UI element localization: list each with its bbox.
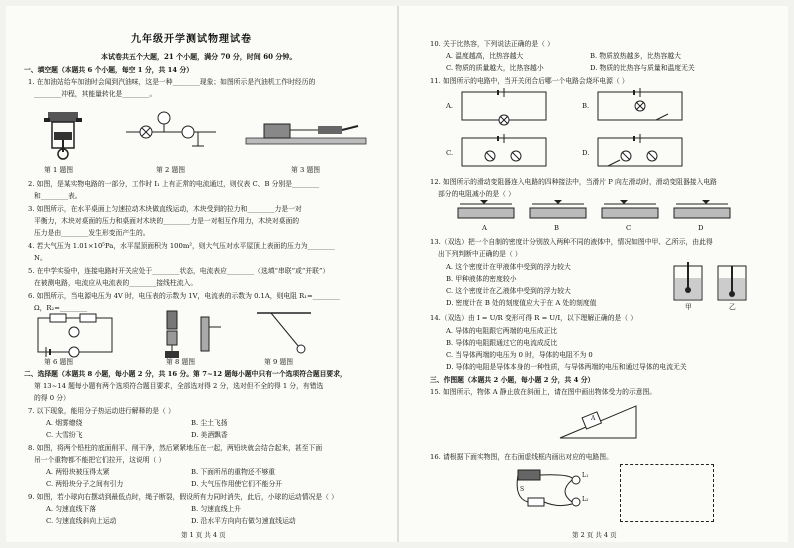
q14-option-d: D. 导体的电阻是导体本身的一种性质，与导体两端的电压和通过导体的电流无关 — [446, 363, 687, 371]
section-2-heading-3: 的得 0 分） — [34, 394, 70, 402]
q10-option-d: D. 物质的比热容与质量和温度无关 — [590, 64, 695, 72]
q6-line-1: 6. 如图所示，当电源电压为 4V 时，电压表的示数为 1V，电流表的示数为 0.1A，则电阻 R₁=________ — [28, 292, 340, 300]
q12-rheostat-b — [528, 200, 588, 222]
q9-option-a: A. 匀速直线下落 — [46, 505, 97, 513]
q3-block-figure — [246, 114, 366, 154]
q13-label-yi: 乙 — [729, 303, 736, 311]
q16-label-s: S — [520, 486, 525, 493]
q13-option-c: C. 这个密度计在乙液体中受到的浮力较大 — [446, 287, 571, 295]
q12-label-b: B — [554, 224, 559, 232]
q12-rheostat-c — [600, 200, 660, 222]
q9-option-c: C. 匀速直线斜向上运动 — [46, 517, 117, 525]
q3-line-2: 平衡力，木块对桌面的压力和桌面对木块的________力是一对相互作用力，木块对桌面的 — [34, 217, 300, 225]
fig-caption-1: 第 1 题图 — [44, 166, 74, 174]
q14-option-a: A. 导体的电阻跟它两端的电压成正比 — [446, 327, 558, 335]
q10-option-c: C. 物质的质量越大，比热容越小 — [446, 64, 544, 72]
q16-stem: 16. 请根据下面实物图，在右面虚线框内画出对应的电路图。 — [430, 453, 613, 461]
q1-line-1: 1. 在加油站给车加油时会闻到汽油味，这是一种________现象；如图所示是汽油机工作时经历的 — [28, 78, 316, 86]
q8-line-1: 8. 如图，将两个铅柱的底面削平、削干净，然后紧紧地压在一起，两铅块就会结合起来，甚至下面 — [28, 444, 323, 452]
q6-line-2: Ω，R₂=________ — [34, 304, 88, 312]
fig-caption-3: 第 3 题图 — [291, 166, 321, 174]
q7-option-a: A. 烟雾缭绕 — [46, 419, 83, 427]
q11-label-a: A. — [446, 102, 454, 110]
section-1-heading: 一、填空题（本题共 6 个小题，每空 1 分，共 14 分） — [24, 66, 194, 74]
q11-circuit-c — [460, 136, 550, 170]
q11-circuit-d — [596, 136, 686, 170]
q14-option-c: C. 当导体两端的电压为 0 时，导体的电阻不为 0 — [446, 351, 593, 359]
section-2-heading-2: 第 13~14 题每小题有两个选项符合题目要求，全部选对得 2 分，选对但不全的得 1 分，有错选 — [34, 382, 324, 390]
q12-rheostat-a — [456, 200, 516, 222]
q16-physical-circuit — [512, 468, 602, 516]
q15-incline-figure — [560, 402, 640, 442]
fig-caption-8: 第 8 题图 — [166, 358, 196, 366]
q13-beaker-jia — [672, 262, 704, 302]
q13-option-d: D. 密度计在 B 处的刻度值应大于在 A 处的刻度值 — [446, 299, 597, 307]
q8-option-d: D. 大气压作用使它们不能分开 — [191, 480, 283, 488]
q3-line-3: 压力是由________发生形变而产生的。 — [34, 229, 150, 237]
q8-lead-cylinders-figure — [161, 309, 231, 359]
q13-option-b: B. 甲种液体的密度较小 — [446, 275, 517, 283]
q3-line-1: 3. 如图所示，在水平桌面上匀速拉动木块做直线运动，木块受到的拉力和________力是一对 — [28, 205, 302, 213]
q12-rheostat-d — [672, 200, 732, 222]
q12-line-1: 12. 如图所示的滑动变阻器连入电路的四种接法中，当滑片 P 向左滑动时，滑动变阻器接入电路 — [430, 178, 717, 186]
fig-caption-9: 第 9 题图 — [264, 358, 294, 366]
exam-title: 九年级开学测试物理试卷 — [131, 34, 252, 45]
q12-line-2: 部分的电阻减小的是（ ） — [438, 190, 515, 198]
q7-option-d: D. 美酒飘香 — [191, 431, 228, 439]
section-2-heading-1: 二、选择题（本题共 8 小题，每小题 2 分，共 16 分。第 7~12 题每小题中只有一个选项符合题目要求， — [24, 370, 347, 378]
q6-circuit-figure — [36, 314, 116, 356]
q10-option-b: B. 物质放热越多，比热容越大 — [590, 52, 681, 60]
q13-beaker-yi — [716, 262, 748, 302]
q12-label-c: C — [626, 224, 632, 232]
q1-engine-figure — [36, 106, 96, 161]
exam-sheet — [6, 6, 788, 542]
q10-stem: 10. 关于比热容，下列说法正确的是（ ） — [430, 40, 554, 48]
q11-label-b: B. — [582, 102, 590, 110]
q15-stem: 15. 如图所示，物体 A 静止放在斜面上，请在图中画出物体受力的示意图。 — [430, 388, 657, 396]
q14-option-b: B. 导体的电阻跟通过它的电流成反比 — [446, 339, 558, 347]
q13-option-a: A. 这个密度计在甲液体中受到的浮力较大 — [446, 263, 571, 271]
q2-line-2: 和________表。 — [34, 192, 82, 200]
q9-pendulum-figure — [251, 311, 331, 356]
fig-caption-2: 第 2 题图 — [156, 166, 186, 174]
q8-line-2: 吊一个重物都不能把它们拉开，这说明（ ） — [34, 456, 166, 464]
exam-intro: 本试卷共五个大题，21 个小题，满分 70 分，时间 60 分钟。 — [101, 52, 297, 61]
q8-option-c: C. 两铅块分子之间有引力 — [46, 480, 124, 488]
q1-line-2: ________冲程，其能量转化是________。 — [34, 90, 157, 98]
q10-option-a: A. 温度越高，比热容越大 — [446, 52, 524, 60]
page-2 — [400, 6, 788, 542]
q7-option-c: C. 大雪纷飞 — [46, 431, 83, 439]
q14-stem: 14.（双选）由 I = U/R 变形可得 R = U/I，以下理解正确的是（ ） — [430, 314, 638, 322]
q13-label-jia: 甲 — [685, 303, 692, 311]
page-1-footer: 第 1 页 共 4 页 — [181, 531, 226, 539]
q16-answer-box — [620, 464, 714, 522]
q5-line-2: 在被测电路，电流应从电流表的________接线柱流入。 — [34, 279, 198, 287]
q9-option-b: B. 匀速直线上升 — [191, 505, 242, 513]
q2-circuit-figure — [126, 110, 216, 155]
q16-label-l2: L₂ — [582, 496, 589, 503]
q12-label-d: D — [698, 224, 704, 232]
q8-option-b: B. 下面所吊的重物还不够重 — [191, 468, 276, 476]
fig-caption-6: 第 6 题图 — [44, 358, 74, 366]
q7-stem: 7. 以下现象，能用分子热运动进行解释的是（ ） — [28, 407, 175, 415]
q8-option-a: A. 两铅块被压得太紧 — [46, 468, 110, 476]
page-2-footer: 第 2 页 共 4 页 — [572, 531, 617, 539]
q16-label-l1: L₁ — [582, 472, 589, 479]
q13-line-1: 13.（双选）把一个自制的密度计分别放入两种不同的液体中，情况如图中甲、乙所示，由此得 — [430, 238, 713, 246]
q5-line-1: 5. 在中学实验中，连接电路时开关应处于________状态，电流表应________（选填“串联”或“并联”） — [28, 267, 330, 275]
q9-option-d: D. 沿水平方向向右做匀速直线运动 — [191, 517, 296, 525]
page-1 — [6, 6, 398, 542]
q11-label-c: C. — [446, 149, 454, 157]
section-3-heading: 三、作图题（本题共 2 小题，每小题 2 分，共 4 分） — [430, 376, 595, 384]
q2-line-1: 2. 如图，是某实物电路的一部分，工作时 I₁ 上有正常的电流通过，则仪表 C、B 分别是________ — [28, 180, 320, 188]
q4-line-2: N。 — [34, 254, 47, 262]
q11-label-d: D. — [582, 149, 590, 157]
q11-circuit-b — [596, 90, 686, 124]
q4-line-1: 4. 若大气压为 1.01×10⁵Pa，水平屋顶面积为 100m²，则大气压对水平屋顶上表面的压力为________ — [28, 242, 335, 250]
q15-block-label: A — [591, 415, 596, 422]
q7-option-b: B. 尘土飞扬 — [191, 419, 228, 427]
q9-stem: 9. 如图，若小球向右摆动到最低点时，绳子断裂，假设所有力同时消失，此后，小球的运动情况是（ ） — [28, 493, 338, 501]
q12-label-a: A — [482, 224, 487, 232]
q13-line-2: 出下列判断中正确的是（ ） — [438, 250, 522, 258]
page-divider — [397, 6, 399, 542]
q11-circuit-a — [460, 90, 550, 124]
q11-stem: 11. 如图所示的电路中，当开关闭合后哪一个电路会烧坏电源（ ） — [430, 77, 629, 85]
